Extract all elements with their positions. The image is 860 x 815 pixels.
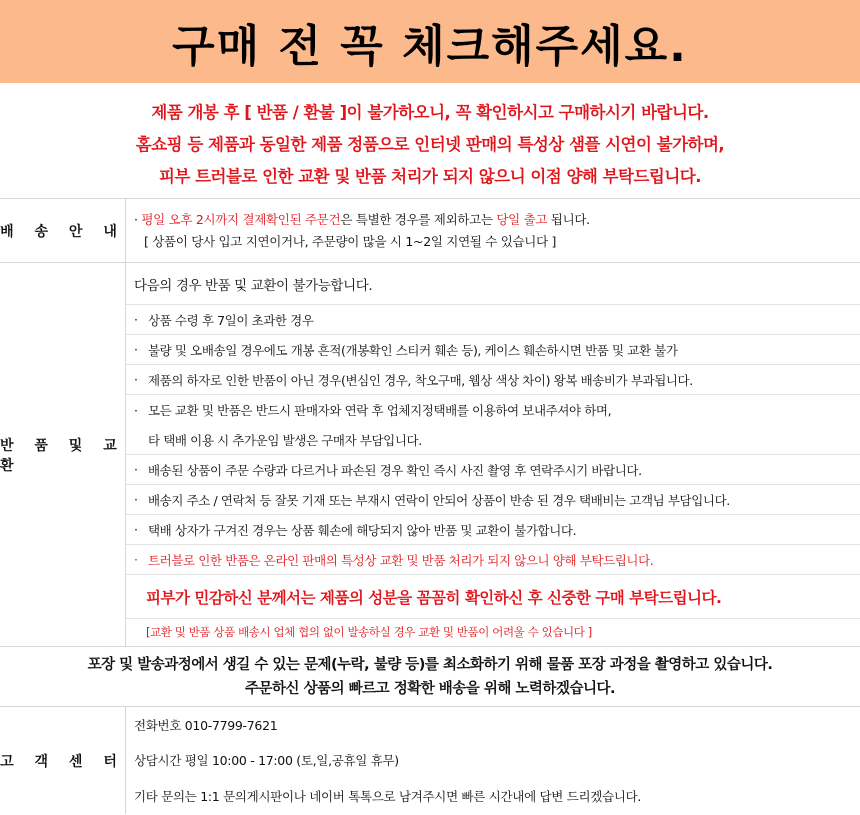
list-item: · 택배 상자가 구겨진 경우는 상품 훼손에 해당되지 않아 반품 및 교환이 불가합니다. xyxy=(126,515,860,545)
inquiry-info: 기타 문의는 1:1 문의게시판이나 네이버 톡톡으로 남겨주시면 빠른 시간내에 답변 드리겠습니다. xyxy=(134,788,642,804)
title-banner xyxy=(0,0,860,83)
customer-center-body xyxy=(126,707,860,814)
sensitive-skin-notice: 피부가 민감하신 분께서는 제품의 성분을 꼼꼼히 확인하신 후 신중한 구매 부탁드립니다. xyxy=(126,575,860,619)
list-item: · 불량 및 오배송일 경우에도 개봉 흔적(개봉확인 스티커 훼손 등), 케이스 훼손하시면 반품 및 교환 불가 xyxy=(126,335,860,365)
bullet: · xyxy=(134,552,138,567)
warning-line: 제품 개봉 후 [ 반품 / 환불 ]이 불가하오니, 꼭 확인하시고 구매하시기 바랍니다. xyxy=(151,103,709,122)
customer-center-section xyxy=(0,707,860,814)
list-item: · 상품 수령 후 7일이 초과한 경우 xyxy=(126,305,860,335)
shipping-text-end: 됩니다. xyxy=(547,212,590,227)
bullet: · xyxy=(134,212,138,227)
warning-block xyxy=(0,83,860,199)
returns-label: 반 품 및 교 환 xyxy=(0,263,126,646)
shipping-body xyxy=(126,199,860,262)
customer-center-label: 고 객 센 터 xyxy=(0,707,126,814)
bullet: · xyxy=(134,342,138,357)
bullet: · xyxy=(134,402,138,418)
returns-intro: 다음의 경우 반품 및 교환이 불가능합니다. xyxy=(126,263,860,305)
notice-line: 포장 및 발송과정에서 생길 수 있는 문제(누락, 불량 등)를 최소화하기 위해 물품 포장 과정을 촬영하고 있습니다. xyxy=(87,657,773,673)
list-item: · 배송지 주소 / 연락처 등 잘못 기재 또는 부재시 연락이 안되어 상품이 반송 된 경우 택배비는 고객님 부담입니다. xyxy=(126,485,860,515)
list-item: · 배송된 상품이 주문 수량과 다르거나 파손된 경우 확인 즉시 사진 촬영 후 연락주시기 바랍니다. xyxy=(126,455,860,485)
bullet: · xyxy=(134,312,138,327)
warning-line: 홈쇼핑 등 제품과 동일한 제품 정품으로 인터넷 판매의 특성상 샘플 시연이 불가하며, xyxy=(135,135,725,154)
shipping-line-2: [ 상품이 당사 입고 지연이거나, 주문량이 많을 시 1~2일 지연될 수 있습니다 ] xyxy=(144,234,557,249)
notice-line: 주문하신 상품의 빠르고 정확한 배송을 위해 노력하겠습니다. xyxy=(245,681,615,697)
shipping-section xyxy=(0,199,860,263)
returns-body xyxy=(126,263,860,646)
bullet: · xyxy=(134,492,138,507)
bullet: · xyxy=(134,462,138,477)
list-item: · 제품의 하자로 인한 반품이 아닌 경우(변심인 경우, 착오구매, 웹상 색상 차이) 왕복 배송비가 부과됩니다. xyxy=(126,365,860,395)
shipping-label: 배 송 안 내 xyxy=(0,199,126,262)
same-day-text: 당일 출고 xyxy=(496,212,548,227)
page-title: 구매 전 꼭 체크해주세요. xyxy=(172,20,688,72)
packaging-notice xyxy=(0,647,860,707)
list-item: · 모든 교환 및 반품은 반드시 판매자와 연락 후 업체지정택배를 이용하여 보내주셔야 하며, xyxy=(134,402,612,418)
return-shipping-note: [교환 및 반품 상품 배송시 업체 협의 없이 발송하실 경우 교환 및 반품이 어려울 수 있습니다 ] xyxy=(146,625,592,639)
bullet: · xyxy=(134,522,138,537)
business-hours: 상담시간 평일 10:00 - 17:00 (토,일,공휴일 휴무) xyxy=(134,753,399,769)
shipping-line-1 xyxy=(134,209,860,231)
shipping-text: 은 특별한 경우를 제외하고는 xyxy=(340,212,497,227)
phone-number: 전화번호 010-7799-7621 xyxy=(134,717,278,733)
warning-line: 피부 트러블로 인한 교환 및 반품 처리가 되지 않으니 이점 양해 부탁드립니다. xyxy=(158,167,702,186)
bullet: · xyxy=(134,372,138,387)
cutoff-time-text: 평일 오후 2시까지 결제확인된 주문건 xyxy=(141,212,341,227)
list-item-red: · 트러블로 인한 반품은 온라인 판매의 특성상 교환 및 반품 처리가 되지 않으니 양해 부탁드립니다. xyxy=(126,545,860,575)
list-item-continuation: 타 택배 이용 시 추가운임 발생은 구매자 부담입니다. xyxy=(126,425,860,455)
returns-section xyxy=(0,263,860,647)
